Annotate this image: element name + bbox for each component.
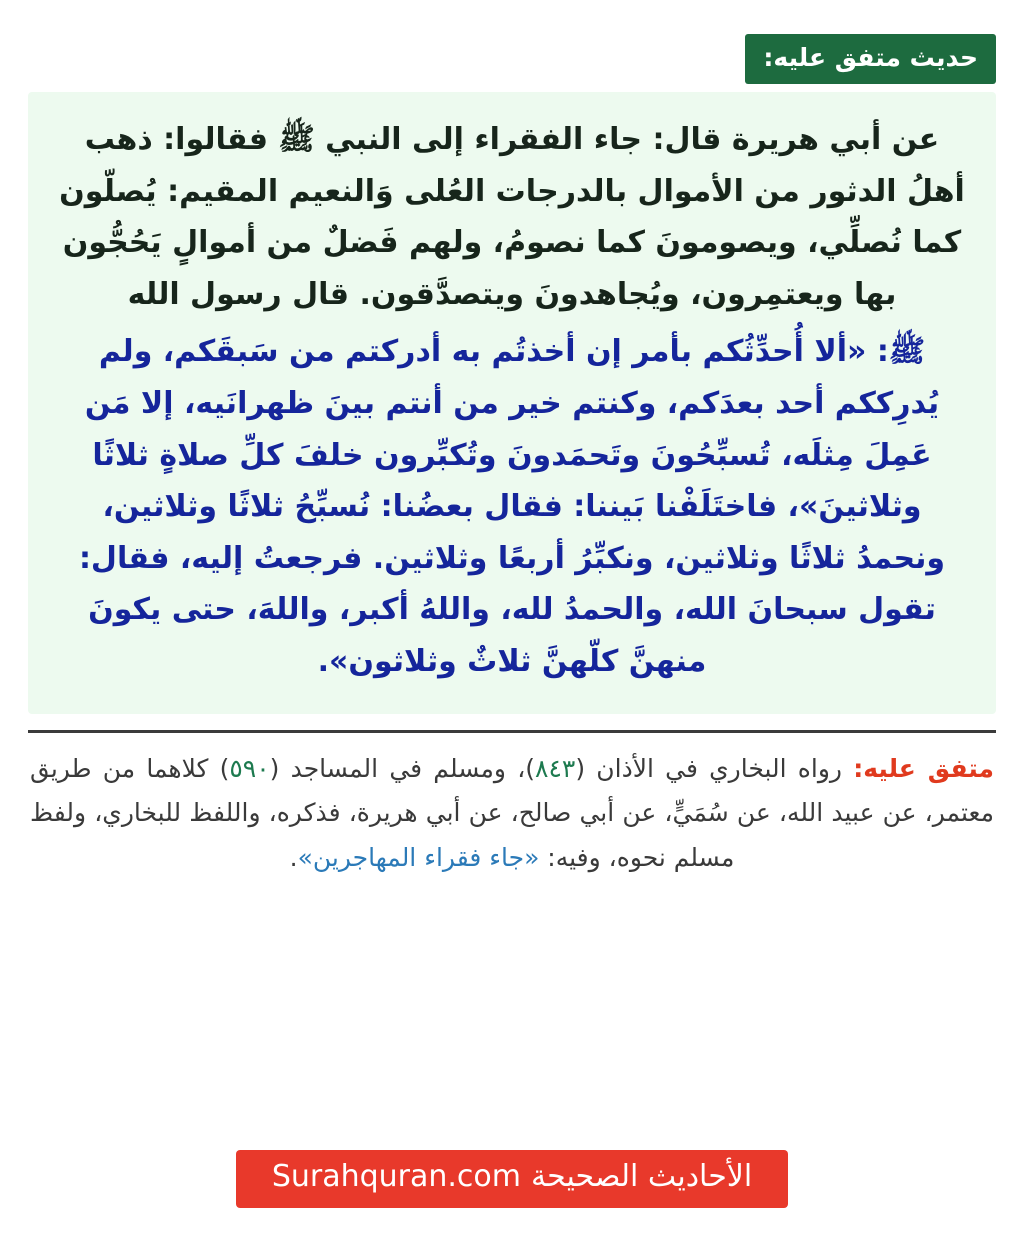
- takhrij-quote: «جاء فقراء المهاجرين»: [297, 842, 540, 872]
- footer-bar[interactable]: [236, 1150, 788, 1208]
- hadith-body-text: ﷺ: «ألا أُحدِّثُكم بأمر إن أخذتُم به أدركتم من سَبقَكم، ولم يُدرِككم أحد بعدَكم، وكنتم خير من أنتم بينَ ظهرانَيه، إلا مَن عَمِلَ مِثلَه، تُسبِّحُونَ وتَحمَدونَ وتُكبِّرون خلفَ كلِّ صلاةٍ ثلاثًا وثلاثينَ»، فاختَلَفْنا بَيننا: فقال بعضُنا: نُسبِّحُ ثلاثًا وثلاثين، ونحمدُ ثلاثًا وثلاثين، ونكبِّرُ أربعًا وثلاثين. فرجعتُ إليه، فقال: تقول سبحانَ الله، والحمدُ لله، واللهُ أكبر، واللهَ، حتى يكونَ منهنَّ كلّهنَّ ثلاثٌ وثلاثون».: [78, 334, 946, 679]
- hadith-card: [28, 92, 996, 714]
- footer-site-link[interactable]: Surahquran.com: [271, 1159, 521, 1194]
- takhrij-number-bukhari: ٨٤٣: [535, 753, 576, 783]
- takhrij-paragraph: [28, 747, 996, 881]
- footer-title: الأحاديث الصحيحة: [531, 1159, 753, 1194]
- hadith-type-badge: حديث متفق عليه:: [745, 34, 996, 84]
- takhrij-part4: .: [289, 842, 298, 872]
- takhrij-part2: )، ومسلم في المساجد (: [269, 753, 536, 783]
- takhrij-number-muslim: ٥٩٠: [229, 753, 270, 783]
- takhrij-part1: رواه البخاري في الأذان (: [575, 753, 854, 783]
- footer-row: [28, 1150, 996, 1238]
- header-badge-row: [28, 0, 996, 92]
- section-divider: [28, 730, 996, 733]
- takhrij-part3: ) كلاهما من طريق معتمر، عن عبيد الله، عن سُمَيٍّ، عن أبي صالح، عن أبي هريرة، فذكره، واللفظ للبخاري، ولفظ مسلم نحوه، وفيه:: [30, 753, 994, 872]
- hadith-intro-text: عن أبي هريرة قال: جاء الفقراء إلى النبي ﷺ فقالوا: ذهب أهلُ الدثور من الأموال بالدرجات العُلى وَالنعيم المقيم: يُصلّون كما نُصلِّي، ويصومونَ كما نصومُ، ولهم فَضلٌ من أموالٍ يَحُجُّون بها ويعتمِرون، ويُجاهدونَ ويتصدَّقون. قال رسول الله: [59, 122, 965, 312]
- takhrij-label: متفق عليه:: [853, 753, 995, 783]
